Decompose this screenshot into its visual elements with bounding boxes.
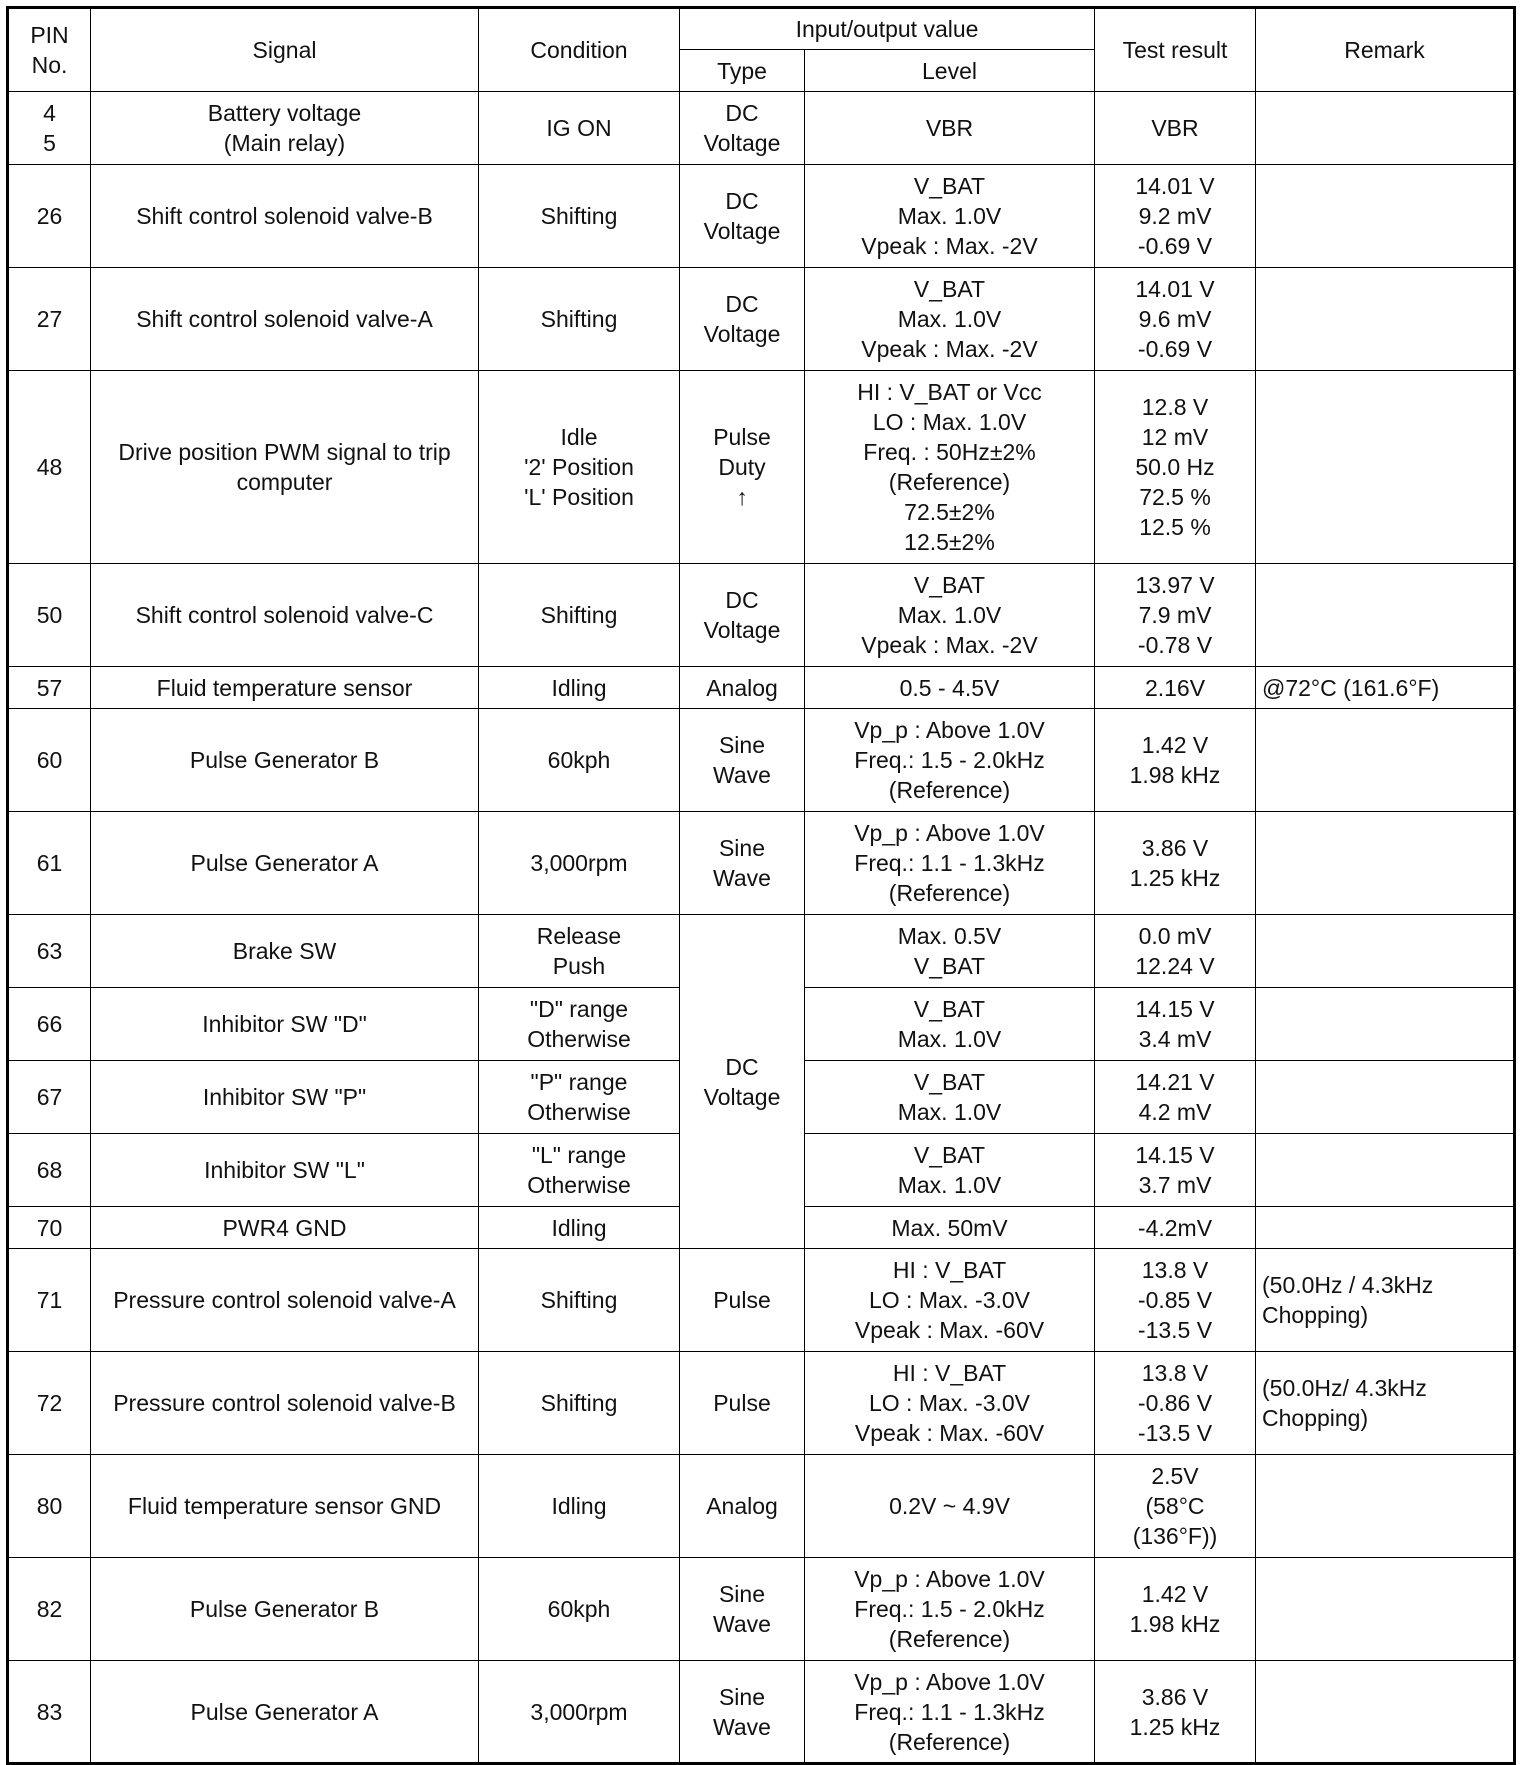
table-row [8,1661,1515,1764]
result-cell: 13.8 V -0.86 V -13.5 V [1095,1352,1256,1455]
remark-cell [1256,915,1515,988]
header-test-result: Test result [1095,8,1256,92]
result-cell: 14.15 V 3.4 mV [1095,988,1256,1061]
condition-cell: Idling [479,1207,680,1249]
table-row [8,165,1515,268]
level-cell: 0.2V ~ 4.9V [805,1455,1095,1558]
signal-cell: Shift control solenoid valve-A [91,268,479,371]
condition-cell: Idle '2' Position 'L' Position [479,371,680,564]
level-cell: Vp_p : Above 1.0V Freq.: 1.5 - 2.0kHz (Reference) [805,1558,1095,1661]
header-level: Level [805,50,1095,92]
pin-cell: 26 [8,165,91,268]
header-pin-no: PIN No. [8,8,91,92]
remark-cell: @72°C (161.6°F) [1256,667,1515,709]
condition-cell: Shifting [479,268,680,371]
result-cell: VBR [1095,92,1256,165]
remark-cell [1256,988,1515,1061]
signal-cell: Inhibitor SW "D" [91,988,479,1061]
condition-cell: Shifting [479,564,680,667]
remark-cell [1256,1134,1515,1207]
signal-cell: Shift control solenoid valve-C [91,564,479,667]
remark-cell [1256,1558,1515,1661]
table-row [8,92,1515,165]
type-cell: Sine Wave [680,1661,805,1764]
condition-cell: Idling [479,1455,680,1558]
signal-cell: Drive position PWM signal to trip computer [91,371,479,564]
condition-cell: Shifting [479,1249,680,1352]
result-cell: 13.97 V 7.9 mV -0.78 V [1095,564,1256,667]
header-type: Type [680,50,805,92]
condition-cell: "L" range Otherwise [479,1134,680,1207]
result-cell: 1.42 V 1.98 kHz [1095,709,1256,812]
remark-cell [1256,812,1515,915]
pin-cell: 27 [8,268,91,371]
signal-cell: Pressure control solenoid valve-B [91,1352,479,1455]
pin-test-table [6,6,1516,1765]
pin-cell: 50 [8,564,91,667]
level-cell: V_BAT Max. 1.0V Vpeak : Max. -2V [805,564,1095,667]
pin-cell: 82 [8,1558,91,1661]
result-cell: 14.15 V 3.7 mV [1095,1134,1256,1207]
table-body [8,92,1515,1764]
remark-cell [1256,268,1515,371]
remark-cell [1256,1207,1515,1249]
pin-cell: 80 [8,1455,91,1558]
header-remark: Remark [1256,8,1515,92]
table-header [8,8,1515,92]
signal-cell: Inhibitor SW "P" [91,1061,479,1134]
remark-cell [1256,165,1515,268]
signal-cell: Battery voltage (Main relay) [91,92,479,165]
table-row [8,1455,1515,1558]
signal-cell: Pulse Generator B [91,709,479,812]
result-cell: 1.42 V 1.98 kHz [1095,1558,1256,1661]
level-cell: 0.5 - 4.5V [805,667,1095,709]
type-cell: DC Voltage [680,268,805,371]
pin-cell: 72 [8,1352,91,1455]
table-row [8,268,1515,371]
signal-cell: Pulse Generator A [91,1661,479,1764]
table-row [8,667,1515,709]
type-cell: DC Voltage [680,165,805,268]
type-cell: Pulse [680,1249,805,1352]
pin-cell: 63 [8,915,91,988]
signal-cell: Pressure control solenoid valve-A [91,1249,479,1352]
result-cell: 14.01 V 9.6 mV -0.69 V [1095,268,1256,371]
pin-cell: 68 [8,1134,91,1207]
pin-cell: 83 [8,1661,91,1764]
level-cell: Vp_p : Above 1.0V Freq.: 1.1 - 1.3kHz (Reference) [805,812,1095,915]
table-row [8,915,1515,988]
level-cell: V_BAT Max. 1.0V [805,1061,1095,1134]
condition-cell: 60kph [479,709,680,812]
table-row [8,371,1515,564]
signal-cell: Shift control solenoid valve-B [91,165,479,268]
result-cell: 12.8 V 12 mV 50.0 Hz 72.5 % 12.5 % [1095,371,1256,564]
remark-cell [1256,564,1515,667]
type-cell: Sine Wave [680,709,805,812]
header-signal: Signal [91,8,479,92]
table-row [8,709,1515,812]
table-row [8,1558,1515,1661]
result-cell: 2.16V [1095,667,1256,709]
remark-cell [1256,1061,1515,1134]
pin-cell: 71 [8,1249,91,1352]
result-cell: 14.21 V 4.2 mV [1095,1061,1256,1134]
pin-cell: 57 [8,667,91,709]
result-cell: 2.5V (58°C (136°F)) [1095,1455,1256,1558]
table-row [8,1352,1515,1455]
level-cell: V_BAT Max. 1.0V [805,1134,1095,1207]
result-cell: -4.2mV [1095,1207,1256,1249]
condition-cell: Shifting [479,1352,680,1455]
type-cell: DC Voltage [680,564,805,667]
condition-cell: 60kph [479,1558,680,1661]
result-cell: 14.01 V 9.2 mV -0.69 V [1095,165,1256,268]
type-cell: Sine Wave [680,1558,805,1661]
condition-cell: "D" range Otherwise [479,988,680,1061]
remark-cell [1256,1455,1515,1558]
pin-cell: 48 [8,371,91,564]
level-cell: V_BAT Max. 1.0V Vpeak : Max. -2V [805,165,1095,268]
condition-cell: Shifting [479,165,680,268]
header-io-value: Input/output value [680,8,1095,50]
signal-cell: Inhibitor SW "L" [91,1134,479,1207]
header-condition: Condition [479,8,680,92]
condition-cell: IG ON [479,92,680,165]
remark-cell [1256,1661,1515,1764]
signal-cell: Pulse Generator A [91,812,479,915]
condition-cell: 3,000rpm [479,1661,680,1764]
type-cell: Analog [680,1455,805,1558]
signal-cell: Fluid temperature sensor [91,667,479,709]
result-cell: 13.8 V -0.85 V -13.5 V [1095,1249,1256,1352]
type-cell: DC Voltage [680,92,805,165]
table-row [8,1249,1515,1352]
remark-cell [1256,371,1515,564]
signal-cell: PWR4 GND [91,1207,479,1249]
result-cell: 3.86 V 1.25 kHz [1095,812,1256,915]
level-cell: V_BAT Max. 1.0V Vpeak : Max. -2V [805,268,1095,371]
pin-cell: 66 [8,988,91,1061]
level-cell: HI : V_BAT LO : Max. -3.0V Vpeak : Max. -60V [805,1352,1095,1455]
result-cell: 0.0 mV 12.24 V [1095,915,1256,988]
condition-cell: Release Push [479,915,680,988]
condition-cell: 3,000rpm [479,812,680,915]
level-cell: Max. 0.5V V_BAT [805,915,1095,988]
remark-cell [1256,709,1515,812]
pin-cell: 60 [8,709,91,812]
type-cell: Sine Wave [680,812,805,915]
condition-cell: Idling [479,667,680,709]
pin-cell: 70 [8,1207,91,1249]
pin-cell: 61 [8,812,91,915]
level-cell: Vp_p : Above 1.0V Freq.: 1.5 - 2.0kHz (Reference) [805,709,1095,812]
table-row [8,812,1515,915]
type-cell: Pulse Duty ↑ [680,371,805,564]
level-cell: HI : V_BAT LO : Max. -3.0V Vpeak : Max. -60V [805,1249,1095,1352]
signal-cell: Brake SW [91,915,479,988]
remark-cell: (50.0Hz / 4.3kHz Chopping) [1256,1249,1515,1352]
level-cell: V_BAT Max. 1.0V [805,988,1095,1061]
pin-cell: 67 [8,1061,91,1134]
condition-cell: "P" range Otherwise [479,1061,680,1134]
level-cell: Max. 50mV [805,1207,1095,1249]
signal-cell: Fluid temperature sensor GND [91,1455,479,1558]
level-cell: VBR [805,92,1095,165]
level-cell: HI : V_BAT or Vcc LO : Max. 1.0V Freq. : 50Hz±2% (Reference) 72.5±2% 12.5±2% [805,371,1095,564]
level-cell: Vp_p : Above 1.0V Freq.: 1.1 - 1.3kHz (Reference) [805,1661,1095,1764]
type-cell: Analog [680,667,805,709]
signal-cell: Pulse Generator B [91,1558,479,1661]
remark-cell [1256,92,1515,165]
table-row [8,564,1515,667]
type-cell: Pulse [680,1352,805,1455]
pin-cell: 4 5 [8,92,91,165]
type-cell: DC Voltage [680,915,805,1249]
result-cell: 3.86 V 1.25 kHz [1095,1661,1256,1764]
remark-cell: (50.0Hz/ 4.3kHz Chopping) [1256,1352,1515,1455]
